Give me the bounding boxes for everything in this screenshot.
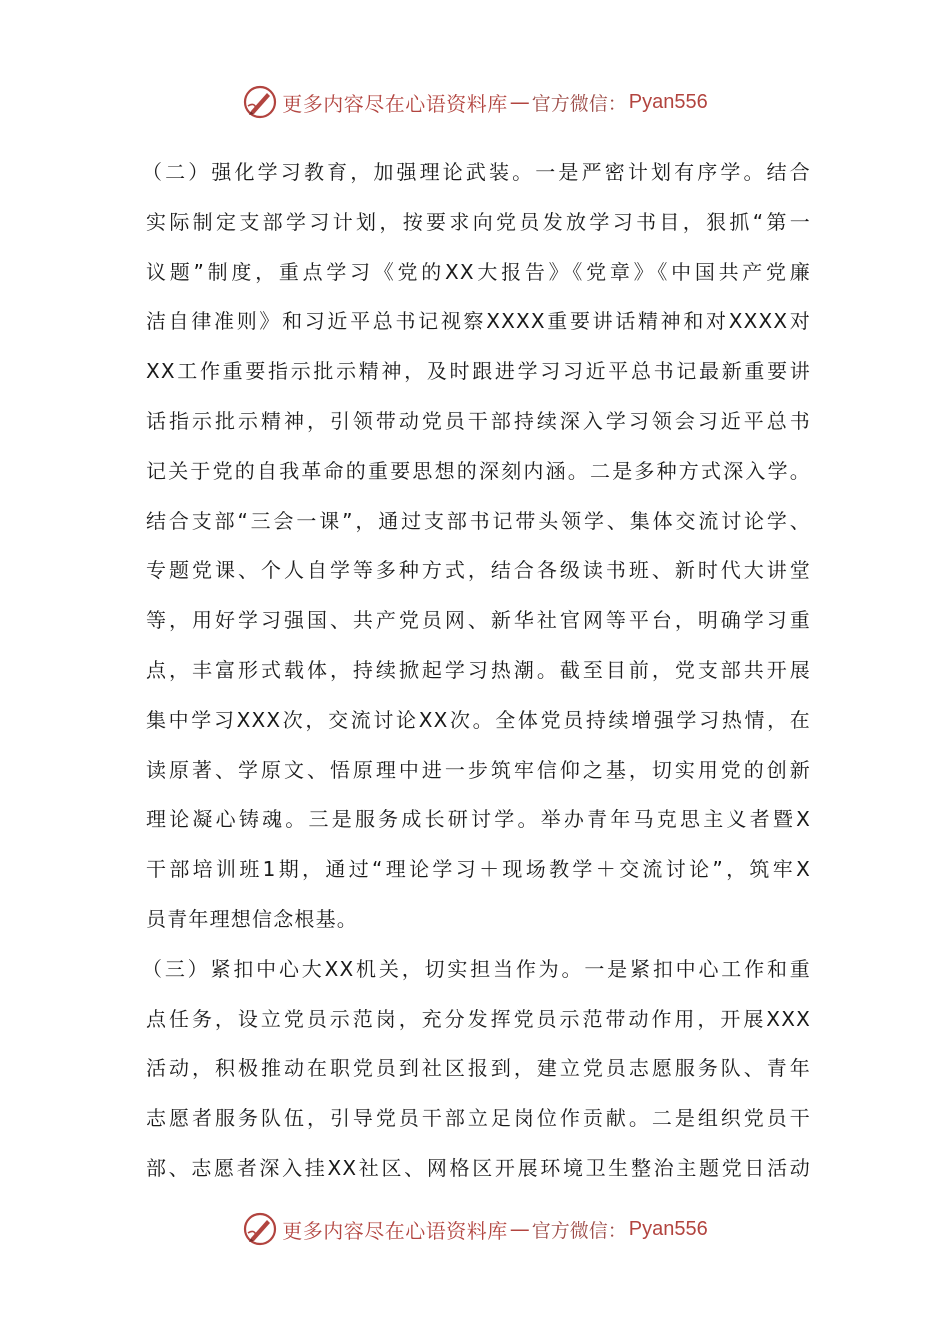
body-line: 点任务，设立党员示范岗，充分发挥党员示范带动作用，开展XXX [146,1006,811,1031]
body-line: 部、志愿者深入挂XX社区、网格区开展环境卫生整治主题党日活动 [146,1155,811,1180]
footer-banner [0,1209,950,1249]
banner-wechat-label: 官方微信： [531,92,627,115]
body-line: （二）强化学习教育，加强理论武装。一是严密计划有序学。结合 [142,160,811,184]
pen-logo-icon [242,1211,278,1247]
body-line: 集中学习XXX次，交流讨论XX次。全体党员持续增强学习热情，在 [146,707,811,732]
body-line: 洁自律准则》和习近平总书记视察XXXX重要讲话精神和对XXXX对 [146,309,811,334]
body-line: 活动，积极推动在职党员到社区报到，建立党员志愿服务队、青年 [146,1056,811,1081]
pen-logo-icon [242,84,278,120]
body-line: 志愿者服务队伍，引导党员干部立足岗位作贡献。二是组织党员干 [146,1106,811,1131]
banner-wechat-label: 官方微信： [531,1219,627,1242]
body-line: 话指示批示精神，引领带动党员干部持续深入学习领会习近平总书 [146,408,811,433]
body-line: 结合支部“三会一课”，通过支部书记带头领学、集体交流讨论学、 [146,508,811,533]
body-line: 议题”制度，重点学习《党的XX大报告》《党章》《中国共产党廉 [146,259,811,284]
body-line: 理论凝心铸魂。三是服务成长研讨学。举办青年马克思主义者暨X [146,807,811,832]
body-line: 专题党课、个人自学等多种方式，结合各级读书班、新时代大讲堂 [146,558,811,583]
body-line: 记关于党的自我革命的重要思想的深刻内涵。二是多种方式深入学。 [146,458,811,483]
banner-text: 更多内容尽在心语资料库 [282,1218,508,1243]
banner-dash: — [509,1217,530,1241]
document-body [142,148,811,1194]
body-line: 实际制定支部学习计划，按要求向党员发放学习书目，狠抓“第一 [146,209,811,234]
header-banner [0,82,950,122]
banner-text: 更多内容尽在心语资料库 [282,91,508,116]
body-line: 点，丰富形式载体，持续掀起学习热潮。截至目前，党支部共开展 [146,657,811,682]
body-line: （三）紧扣中心大XX机关，切实担当作为。一是紧扣中心工作和重 [142,956,811,981]
body-line: 等，用好学习强国、共产党员网、新华社官网等平台，明确学习重 [146,608,811,633]
banner-dash: — [509,90,530,114]
body-line: XX工作重要指示批示精神，及时跟进学习习近平总书记最新重要讲 [146,359,811,384]
banner-wechat-id: Pyan556 [628,1217,708,1240]
body-line: 员青年理想信念根基。 [146,906,358,931]
body-line: 读原著、学原文、悟原理中进一步筑牢信仰之基，切实用党的创新 [146,757,811,782]
body-line: 干部培训班1期，通过“理论学习＋现场教学＋交流讨论”，筑牢X [146,857,811,882]
banner-wechat-id: Pyan556 [628,90,708,113]
